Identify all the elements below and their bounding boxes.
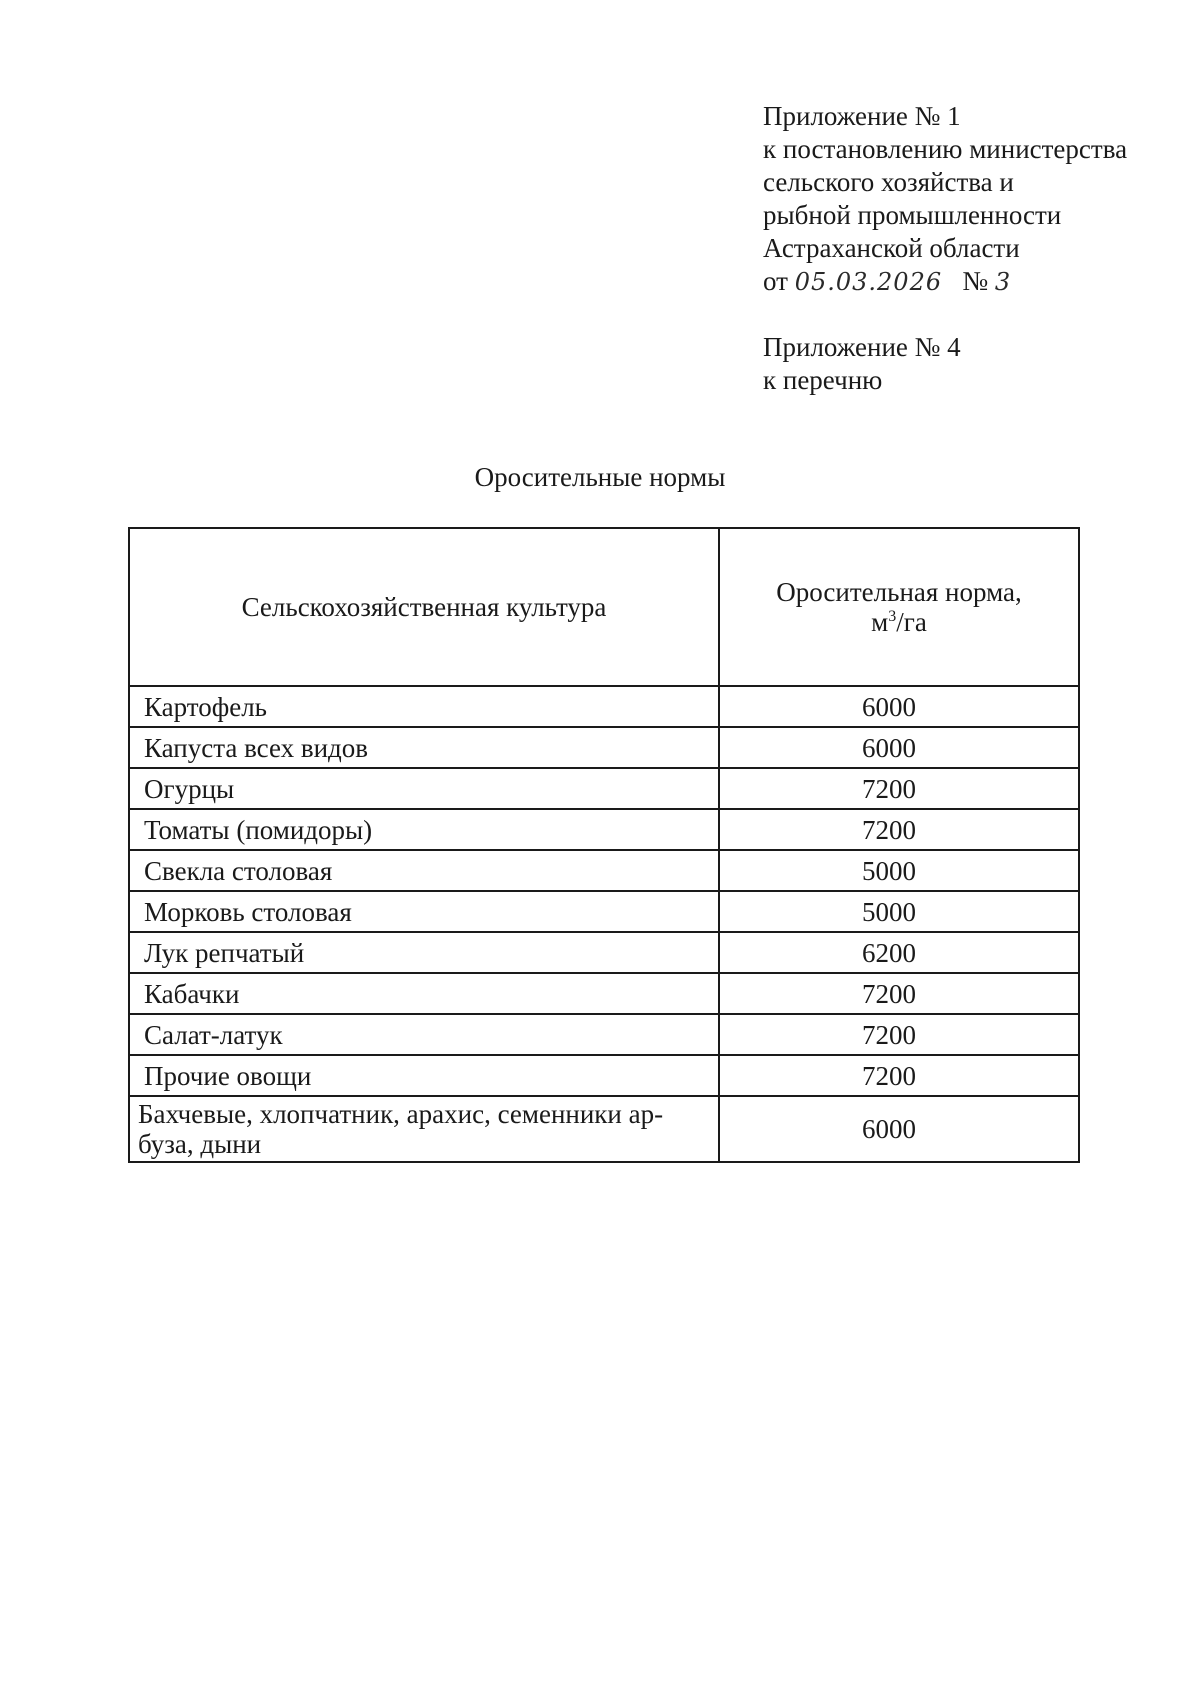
appendix-1-line: рыбной промышленности [763,200,1062,230]
norm-cell: 6200 [719,932,1079,973]
table-row [129,1096,1079,1162]
crop-cell: Салат-латук [129,1014,719,1055]
norm-cell: 5000 [719,891,1079,932]
table-row [129,727,1079,768]
table-row [129,932,1079,973]
norm-cell: 7200 [719,973,1079,1014]
table-row [129,768,1079,809]
appendix-header [763,100,1127,397]
crop-cell: Картофель [129,686,719,727]
table-row [129,686,1079,727]
norm-cell: 6000 [719,686,1079,727]
crop-cell: Морковь столовая [129,891,719,932]
header-crop: Сельскохозяйственная культура [129,528,719,686]
appendix-1-date-line [763,265,1127,299]
crop-cell: Прочие овощи [129,1055,719,1096]
crop-cell-line: Бахчевые, хлопчатник, арахис, семенники ар- [138,1099,664,1129]
norm-cell: 7200 [719,1014,1079,1055]
table-header-row [129,528,1079,686]
norm-cell: 5000 [719,850,1079,891]
norm-cell: 7200 [719,1055,1079,1096]
crop-cell: Огурцы [129,768,719,809]
appendix-4-line: к перечню [763,365,883,395]
table-row [129,809,1079,850]
crop-cell: Свекла столовая [129,850,719,891]
appendix-1-title: Приложение № 1 [763,101,961,131]
crop-cell: Капуста всех видов [129,727,719,768]
crop-cell: Кабачки [129,973,719,1014]
crop-cell [129,1096,719,1162]
crop-cell: Томаты (помидоры) [129,809,719,850]
table-row [129,973,1079,1014]
table-row [129,1055,1079,1096]
appendix-1-line: сельского хозяйства и [763,167,1014,197]
irrigation-norms-table [128,527,1080,1163]
appendix-1-line: Астраханской области [763,233,1020,263]
appendix-4-title: Приложение № 4 [763,332,961,362]
crop-cell: Лук репчатый [129,932,719,973]
norm-cell: 6000 [719,727,1079,768]
norm-cell: 6000 [719,1096,1079,1162]
header-norm-unit: $м^3/га$ [871,607,927,637]
crop-cell-line: буза, дыни [138,1129,262,1159]
table-row [129,1014,1079,1055]
table-row [129,850,1079,891]
table-title: Оросительные нормы [474,462,726,492]
number-prefix: № [962,266,989,296]
table-row [129,891,1079,932]
appendix-1-line: к постановлению министерства [763,134,1128,164]
date-prefix: от [763,266,788,296]
handwritten-date: 05.03.2026 [794,268,943,296]
header-norm [719,528,1079,686]
norm-cell: 7200 [719,809,1079,850]
header-norm-label: Оросительная норма, [776,577,1022,607]
handwritten-number: 3 [994,268,1012,296]
norm-cell: 7200 [719,768,1079,809]
